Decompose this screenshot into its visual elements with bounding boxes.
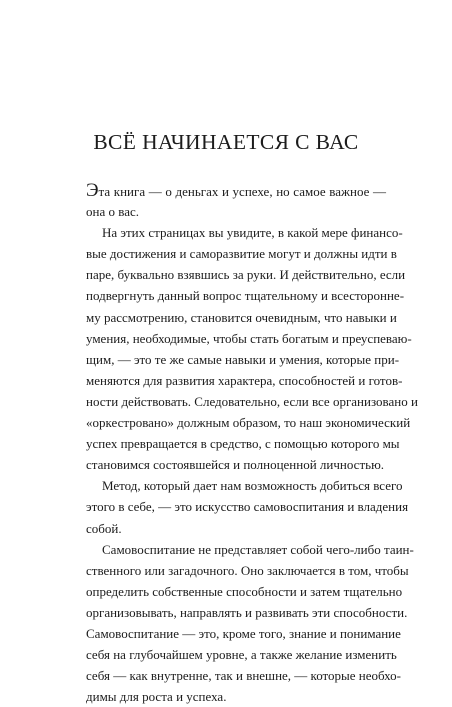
text-line: себя — как внутренне, так и внешне, — которые необхо- [86,668,401,684]
text-line: щим, — это те же самые навыки и умения, которые при- [86,351,400,367]
paragraph-1 [86,180,386,222]
text-line: му рассмотрению, становится очевидным, что навыки и [86,309,397,325]
paragraph-2 [86,222,418,475]
text-line: ственного или загадочного. Оно заключается в том, чтобы [86,562,409,578]
text-line: димы для роста и успеха. [86,689,227,705]
text-line: она о вас. [86,204,139,220]
text-line: Самовоспитание — это, кроме того, знание и понимание [86,625,401,641]
text-line: подвергнуть данный вопрос тщательному и всестороннe- [86,288,405,304]
chapter-title: ВСЁ НАЧИНАЕТСЯ С ВАС [93,130,359,154]
paragraph-3 [86,475,409,538]
text-line: успех превращается в средство, с помощью которого мы [86,436,400,452]
text-line: Метод, который дает нам возможность добиться всего [102,478,403,494]
text-line: умения, необходимые, чтобы стать богатым и преуспеваю- [86,330,412,346]
text-line: На этих страницах вы увидите, в какой мере финансо- [102,225,403,241]
paragraph-4 [86,539,414,707]
text-line: Самовоспитание не представляет собой чего-либо таин- [102,541,414,557]
text-line: организовывать, направлять и развивать эти способности. [86,604,408,620]
text-line: становимся состоявшейся и полноценной личностью. [86,457,385,473]
text-line: Эта книга — о деньгах и успехе, но самое важное — [86,180,386,201]
text-line: себя на глубочайшем уровне, а также желание изменить [86,647,397,663]
text-line: вые достижения и саморазвитие могут и должны идти в [86,246,397,262]
text-line: этого в себе, — это искусство самовоспитания и владения [86,499,409,515]
drop-letter: Э [86,180,99,201]
text-line: «оркестровано» должным образом, то наш экономический [86,415,411,431]
body-text [86,180,418,707]
text-line: собой. [86,520,122,536]
text-line: меняются для развития характера, способностей и готов- [86,372,403,388]
text-line: ности действовать. Следовательно, если все организовано и [86,393,418,409]
text-line: определить собственные способности и затем тщательно [86,583,403,599]
text-line: паре, буквально взявшись за руки. И действительно, если [86,267,406,283]
